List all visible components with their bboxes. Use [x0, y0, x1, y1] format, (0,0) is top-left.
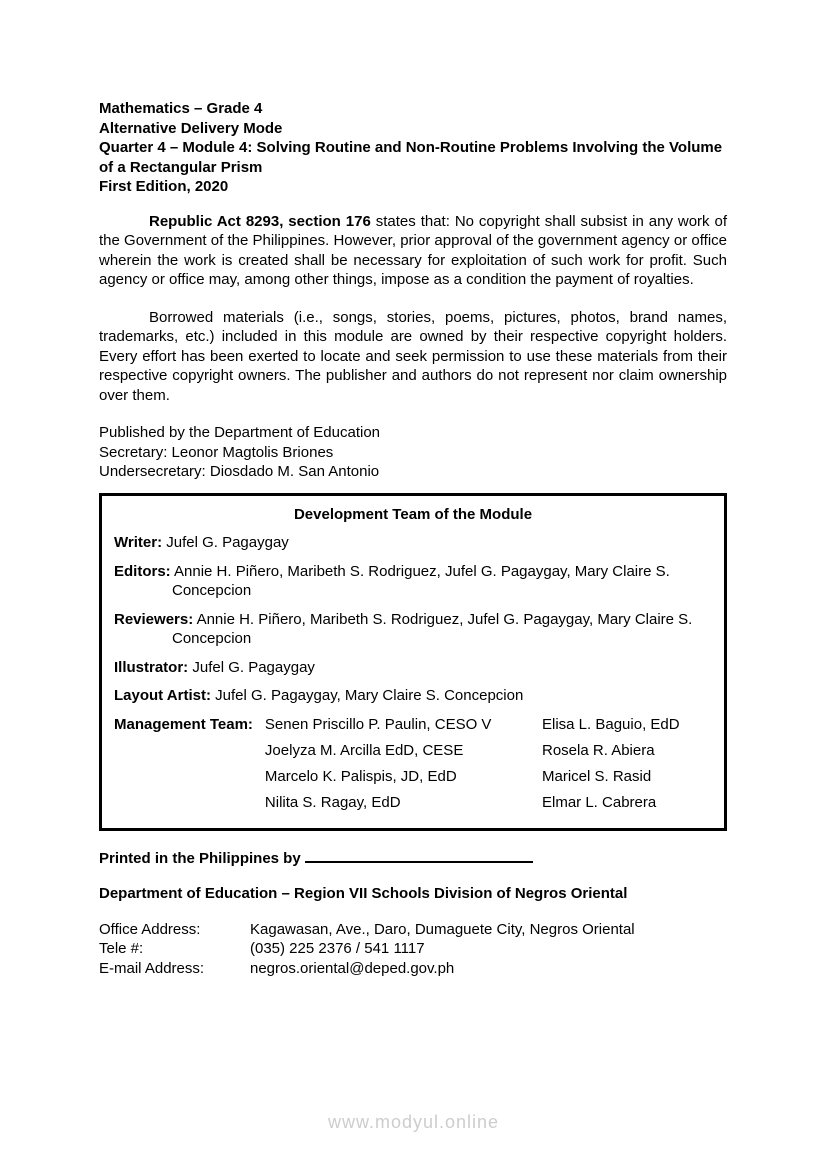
office-address-label: Office Address: — [99, 920, 201, 938]
copyright-paragraph — [99, 212, 727, 290]
undersecretary-line: Undersecretary: Diosdado M. San Antonio — [99, 463, 380, 480]
layout-artist-names: Jufel G. Pagaygay, Mary Claire S. Concepcion — [215, 687, 524, 704]
borrowed-materials-paragraph: Borrowed materials (i.e., songs, stories, poems, pictures, photos, brand names, trademarks, etc.) included in this module are owned by their respective copyright holders. Every effort has been exerted to locate and seek permission to use these materials from their respective copyright owners. The publisher and authors do not represent nor claim ownership over them. — [99, 308, 727, 404]
module-mode-line: Alternative Delivery Mode — [99, 119, 283, 137]
email-label: E-mail Address: — [99, 959, 205, 977]
module-edition-line: First Edition, 2020 — [99, 178, 229, 195]
editors-label: Editors: — [114, 562, 171, 580]
secretary-line: Secretary: Leonor Magtolis Briones — [99, 443, 334, 461]
development-team-box — [99, 493, 727, 831]
management-team-row — [114, 715, 712, 816]
email-row — [99, 959, 727, 979]
management-team-left-column — [261, 712, 542, 816]
management-team-right-column — [542, 712, 712, 816]
reviewers-names-continued: Concepcion — [172, 630, 252, 647]
module-subject-line: Mathematics – Grade 4 — [99, 100, 263, 117]
contact-block — [99, 920, 727, 979]
reviewers-names: Annie H. Piñero, Maribeth S. Rodriguez, Jufel G. Pagaygay, Mary Claire S. — [196, 610, 693, 628]
telephone-row — [99, 939, 727, 959]
module-quarter-line: Quarter 4 – Module 4: Solving Routine and Non-Routine Problems Involving the Volume of a Rectangular Prism — [99, 139, 723, 176]
management-member: Elmar L. Cabrera — [542, 793, 657, 811]
publisher-block — [99, 423, 727, 482]
management-member: Elisa L. Baguio, EdD — [542, 715, 680, 733]
management-member: Rosela R. Abiera — [542, 741, 655, 759]
printed-in-label: Printed in the Philippines by — [99, 849, 301, 867]
copyright-paragraph-text: states that: No copyright shall subsist in any work of the Government of the Philippines. However, prior approval of the government agency or office wherein the work is created shall be necessary for exploitation of such work for profit. Such agency or office may, among other things, impose as a condition the payment of royalties. — [99, 212, 728, 288]
reviewers-label: Reviewers: — [114, 610, 194, 628]
management-team-label: Management Team: — [114, 715, 253, 733]
illustrator-row — [114, 658, 712, 678]
telephone-label: Tele #: — [99, 940, 144, 957]
management-member: Joelyza M. Arcilla EdD, CESE — [264, 741, 464, 759]
telephone-value: (035) 225 2376 / 541 1117 — [250, 940, 425, 957]
editors-row — [114, 562, 712, 601]
development-team-title: Development Team of the Module — [293, 505, 533, 523]
management-member: Marcelo K. Palispis, JD, EdD — [264, 767, 457, 785]
management-member: Maricel S. Rasid — [542, 767, 652, 785]
published-by-line: Published by the Department of Education — [99, 424, 381, 441]
printer-signature-blank — [305, 848, 533, 863]
office-address-row — [99, 920, 727, 940]
writer-label: Writer: — [114, 534, 163, 551]
layout-artist-label: Layout Artist: — [114, 687, 211, 704]
writer-row — [114, 533, 712, 553]
email-value: negros.oriental@deped.gov.ph — [250, 959, 455, 977]
module-title-header — [99, 99, 727, 197]
illustrator-name: Jufel G. Pagaygay — [192, 658, 315, 676]
editors-names: Annie H. Piñero, Maribeth S. Rodriguez, Jufel G. Pagaygay, Mary Claire S. — [174, 562, 670, 580]
division-line: Department of Education – Region VII Schools Division of Negros Oriental — [99, 885, 628, 902]
office-address-value: Kagawasan, Ave., Daro, Dumaguete City, Negros Oriental — [250, 920, 635, 938]
reviewers-row — [114, 610, 712, 649]
management-member: Nilita S. Ragay, EdD — [264, 793, 401, 811]
layout-artist-row — [114, 686, 712, 706]
watermark-text: www.modyul.online — [327, 1112, 500, 1132]
printed-in-line — [99, 848, 727, 869]
writer-name: Jufel G. Pagaygay — [166, 534, 289, 551]
management-member: Senen Priscillo P. Paulin, CESO V — [264, 715, 492, 733]
editors-names-continued: Concepcion — [172, 582, 252, 599]
republic-act-bold: Republic Act 8293, section 176 — [149, 212, 371, 230]
illustrator-label: Illustrator: — [114, 658, 189, 676]
